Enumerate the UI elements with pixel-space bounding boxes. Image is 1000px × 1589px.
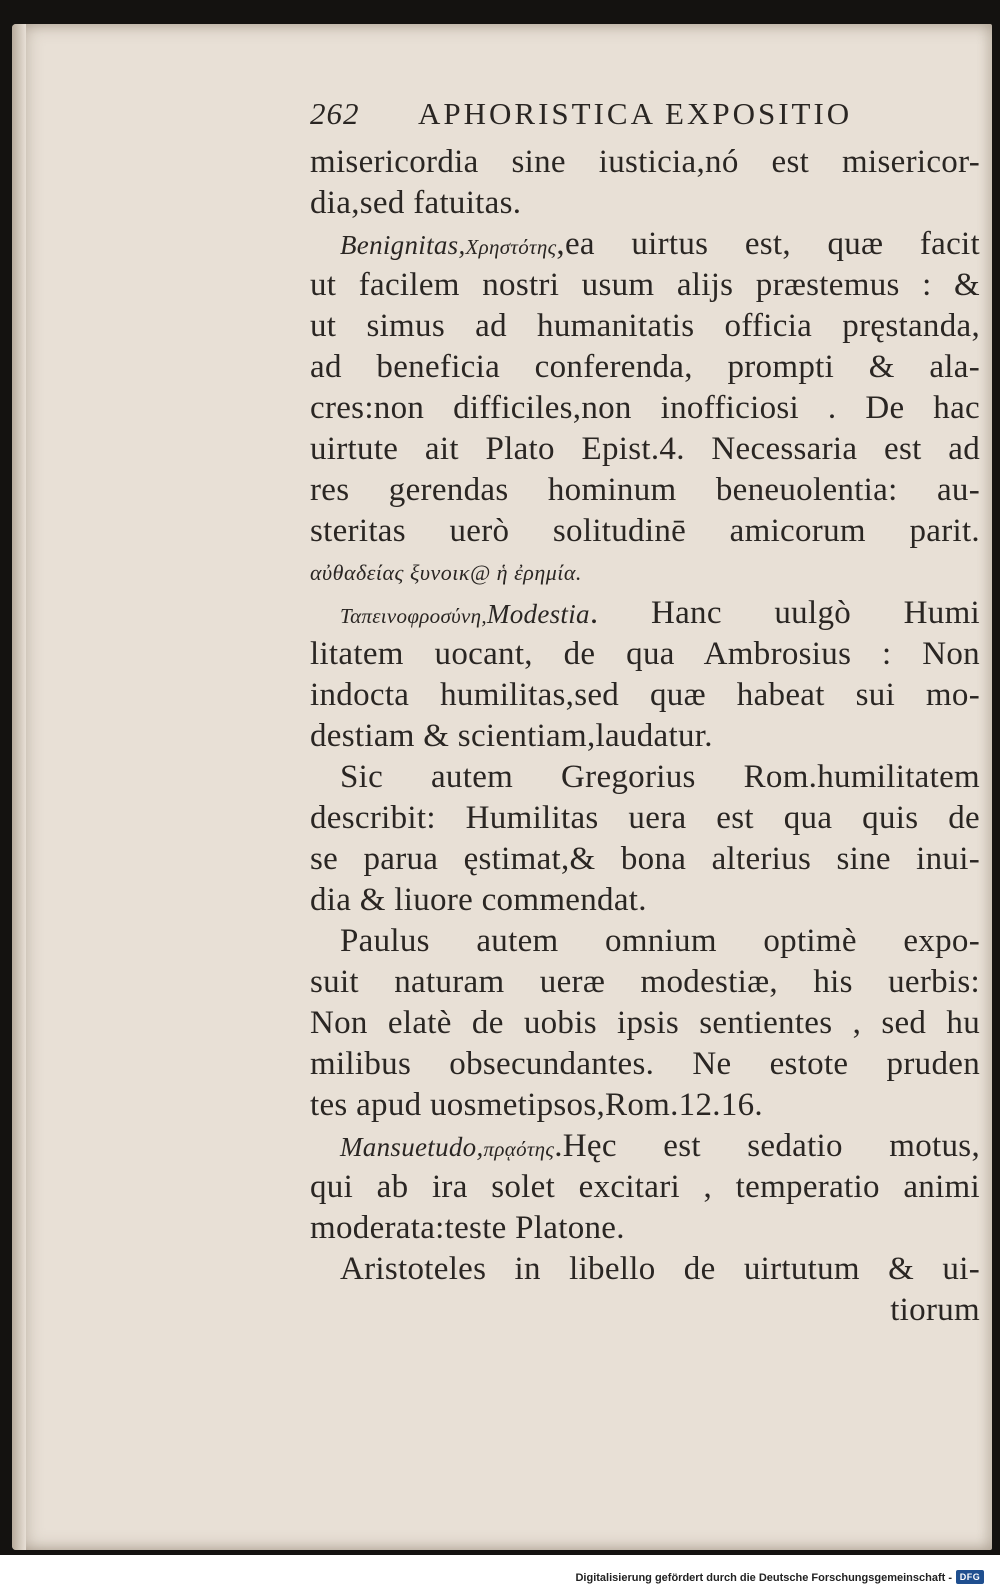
running-header: [310, 96, 980, 142]
text-line: milibus obsecundantes. Ne estote pruden: [310, 1046, 980, 1082]
text-line: steritas uerò solitudinē amicorum parit.: [310, 513, 980, 549]
text-line: litatem uocant, de qua Ambrosius : Non: [310, 636, 980, 672]
text-line: dia & liuore commendat.: [310, 882, 647, 918]
footer-bar: [0, 1555, 1000, 1589]
text-line: Non elatè de uobis ipsis sentientes , sed hu: [310, 1005, 980, 1041]
text-line: describit: Humilitas uera est qua quis de: [310, 800, 980, 836]
term-chrestotes: Χρηστότης: [465, 235, 557, 259]
catchword: tiorum: [890, 1292, 980, 1328]
term-praotes: πρᾳότης: [483, 1137, 555, 1161]
greek-quotation: αὐθαδείας ξυνοικ@ ἡ ἐρημία.: [310, 560, 582, 585]
text-line: ad beneficia conferenda, prompti & ala-: [310, 349, 980, 385]
term-mansuetudo: Mansuetudo,: [340, 1132, 484, 1162]
text-line-modestia: [310, 593, 980, 634]
text-line: Paulus autem omnium optimè expo-: [340, 923, 980, 959]
text-line: Sic autem Gregorius Rom.humilitatem: [340, 759, 980, 795]
text-line: ut simus ad humanitatis officia pręstanda,: [310, 308, 980, 344]
text-line: res gerendas hominum beneuolentia: au-: [310, 472, 980, 508]
text-line-mansuetudo: [310, 1126, 980, 1167]
text-line: destiam & scientiam,laudatur.: [310, 718, 713, 754]
term-modestia: Modestia: [486, 599, 590, 629]
text-line: Aristoteles in libello de uirtutum & ui-: [340, 1251, 980, 1287]
text-line-rest: ,ea uirtus est, quæ facit: [556, 226, 980, 262]
text-line: uirtute ait Plato Epist.4. Necessaria est ad: [310, 431, 980, 467]
text-line-benignitas: [310, 224, 980, 265]
text-line: moderata:teste Platone.: [310, 1210, 625, 1246]
running-title: APHORISTICA EXPOSITIO: [418, 96, 853, 131]
text-line: ut facilem nostri usum alijs præstemus : &: [310, 267, 980, 303]
text-line: qui ab ira solet excitari , temperatio animi: [310, 1169, 980, 1205]
text-line: se parua ęstimat,& bona alterius sine inui-: [310, 841, 980, 877]
term-benignitas: Benignitas,: [340, 230, 466, 260]
text-line: suit naturam ueræ modestiæ, his uerbis:: [310, 964, 980, 1000]
book-page: [12, 24, 992, 1550]
text-line: tes apud uosmetipsos,Rom.12.16.: [310, 1087, 763, 1123]
text-line: indocta humilitas,sed quæ habeat sui mo-: [310, 677, 980, 713]
footer-credit: Digitalisierung gefördert durch die Deutsche Forschungsgemeinschaft -: [575, 1572, 952, 1584]
text-line: cres:non difficiles,non inofficiosi . De hac: [310, 390, 980, 426]
page-text: [310, 96, 980, 1331]
page-number: 262: [310, 96, 360, 131]
text-line: dia,sed fatuitas.: [310, 185, 522, 221]
text-line-rest: .Hęc est sedatio motus,: [554, 1128, 980, 1164]
text-line: misericordia sine iusticia,nó est misericor-: [310, 144, 980, 180]
dfg-logo-icon: DFG: [956, 1570, 984, 1584]
term-tapeinophrosyne: Ταπεινοφροσύνη,: [340, 604, 487, 628]
text-line-rest: . Hanc uulgò Humi: [589, 595, 980, 631]
